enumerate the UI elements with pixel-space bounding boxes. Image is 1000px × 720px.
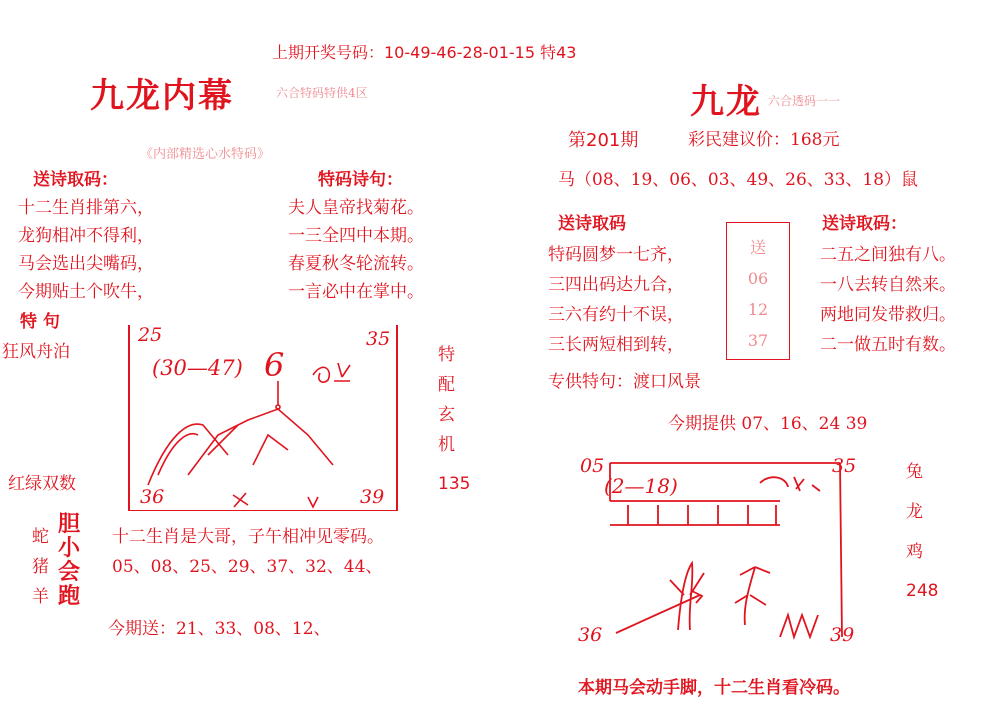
left-drawing-corner-tl: 25 [138,324,163,346]
number-line: 05、08、25、29、37、32、44、 [112,557,383,577]
left-poem-label: 送诗取码： [33,170,118,190]
zodiac-small [32,522,49,612]
special-poem-line: 夫人皇帝找菊花。 [288,198,424,218]
left-drawing-digit: 6 [264,346,285,384]
zodiac-small-char: 羊 [32,587,49,607]
side-zodiac-char: 兔 [906,462,923,482]
left-mountain-sketch [128,325,398,511]
number-box-value: 12 [747,300,769,319]
right-drawing-corner-tl: 05 [580,455,605,477]
right-poem-right [820,240,956,360]
right-poem-line: 三四出码达九合， [548,275,684,295]
zodiac-big-char: 跑 [58,583,81,609]
right-poem-line: 二五之间独有八。 [820,245,956,265]
number-box-value: 37 [747,331,769,350]
left-poem-line: 龙狗相冲不得利， [18,226,154,246]
zodiac-line: 十二生肖是大哥，子午相冲见零码。 [112,527,384,547]
left-poem-line: 今期贴土个吹牛， [18,282,154,302]
right-poem-line: 两地同发带救归。 [820,305,956,325]
zodiac-small-char: 猪 [32,557,49,577]
right-poem-line: 二一做五时有数。 [820,335,956,355]
left-drawing-corner-br: 39 [360,486,385,508]
left-poem [18,194,154,306]
special-poem-line: 一言必中在掌中。 [288,282,424,302]
right-footer: 本期马会动手脚，十二生肖看冷码。 [578,678,850,698]
number-box-value: 送 [749,238,766,257]
left-drawing-corner-tr: 35 [366,328,391,350]
right-poem-label-right: 送诗取码： [822,214,907,234]
te-pei-char: 机 [438,435,455,455]
te-pei-label [438,340,455,460]
special-phrase: 狂风舟泊 [2,342,70,362]
right-title: 九龙 [690,82,762,122]
right-side-number: 248 [906,581,939,601]
te-pei-char: 玄 [438,405,455,425]
left-subheading: 《内部精选心水特码》 [140,147,271,162]
right-drawing-corner-bl: 36 [578,624,603,646]
right-poem-line: 三六有约十不误， [548,305,684,325]
zodiac-big [58,512,80,608]
right-drawing-corner-br: 39 [830,624,855,646]
special-poem [288,194,424,306]
special-phrase-label: 特 句 [20,312,60,332]
right-special-phrase: 专供特句：渡口风景 [548,372,701,392]
right-poem-left [548,240,684,360]
left-poem-line: 十二生肖排第六， [18,198,154,218]
send-line: 今期送：21、33、08、12、 [108,619,331,639]
left-drawing-range: (30—47) [152,356,243,380]
number-box-values [726,232,790,356]
left-poem-line: 马会选出尖嘴码， [18,254,154,274]
left-drawing-corner-bl: 36 [140,486,165,508]
right-drawing-corner-tr: 35 [832,455,857,477]
te-pei-char: 配 [438,375,455,395]
right-zodiac-line: 马（08、19、06、03、49、26、33、18）鼠 [558,170,919,190]
right-title-sub: 六合透码一一 [768,94,841,108]
zodiac-small-char: 蛇 [32,527,49,547]
special-poem-label: 特码诗句： [318,170,403,190]
special-poem-line: 一三全四中本期。 [288,226,424,246]
zodiac-big-char: 会 [58,559,81,585]
zodiac-big-char: 胆 [58,511,81,537]
price-label: 彩民建议价：168元 [688,130,840,150]
right-poem-label-left: 送诗取码 [558,214,626,234]
right-side-zodiac [906,452,923,572]
right-poem-line: 三长两短相到转， [548,335,684,355]
left-title-sub: 六合特码特供4区 [276,86,368,100]
last-draw-line: 上期开奖号码：10-49-46-28-01-15 特43 [272,43,577,62]
right-poem-line: 特码圆梦一七齐， [548,245,684,265]
side-zodiac-char: 鸡 [906,542,923,562]
number-box-value: 06 [747,269,769,288]
right-drawing-range: (2—18) [604,474,678,498]
red-green-label: 红绿双数 [8,474,76,494]
provide-line: 今期提供 07、16、24 39 [668,414,868,434]
te-pei-value: 135 [438,474,471,494]
right-poem-line: 一八去转自然来。 [820,275,956,295]
special-poem-line: 春夏秋冬轮流转。 [288,254,424,274]
left-title: 九龙内幕 [90,76,234,116]
zodiac-big-char: 小 [58,535,81,561]
te-pei-char: 特 [438,345,455,365]
issue-number: 第201期 [568,130,639,151]
side-zodiac-char: 龙 [906,502,923,522]
